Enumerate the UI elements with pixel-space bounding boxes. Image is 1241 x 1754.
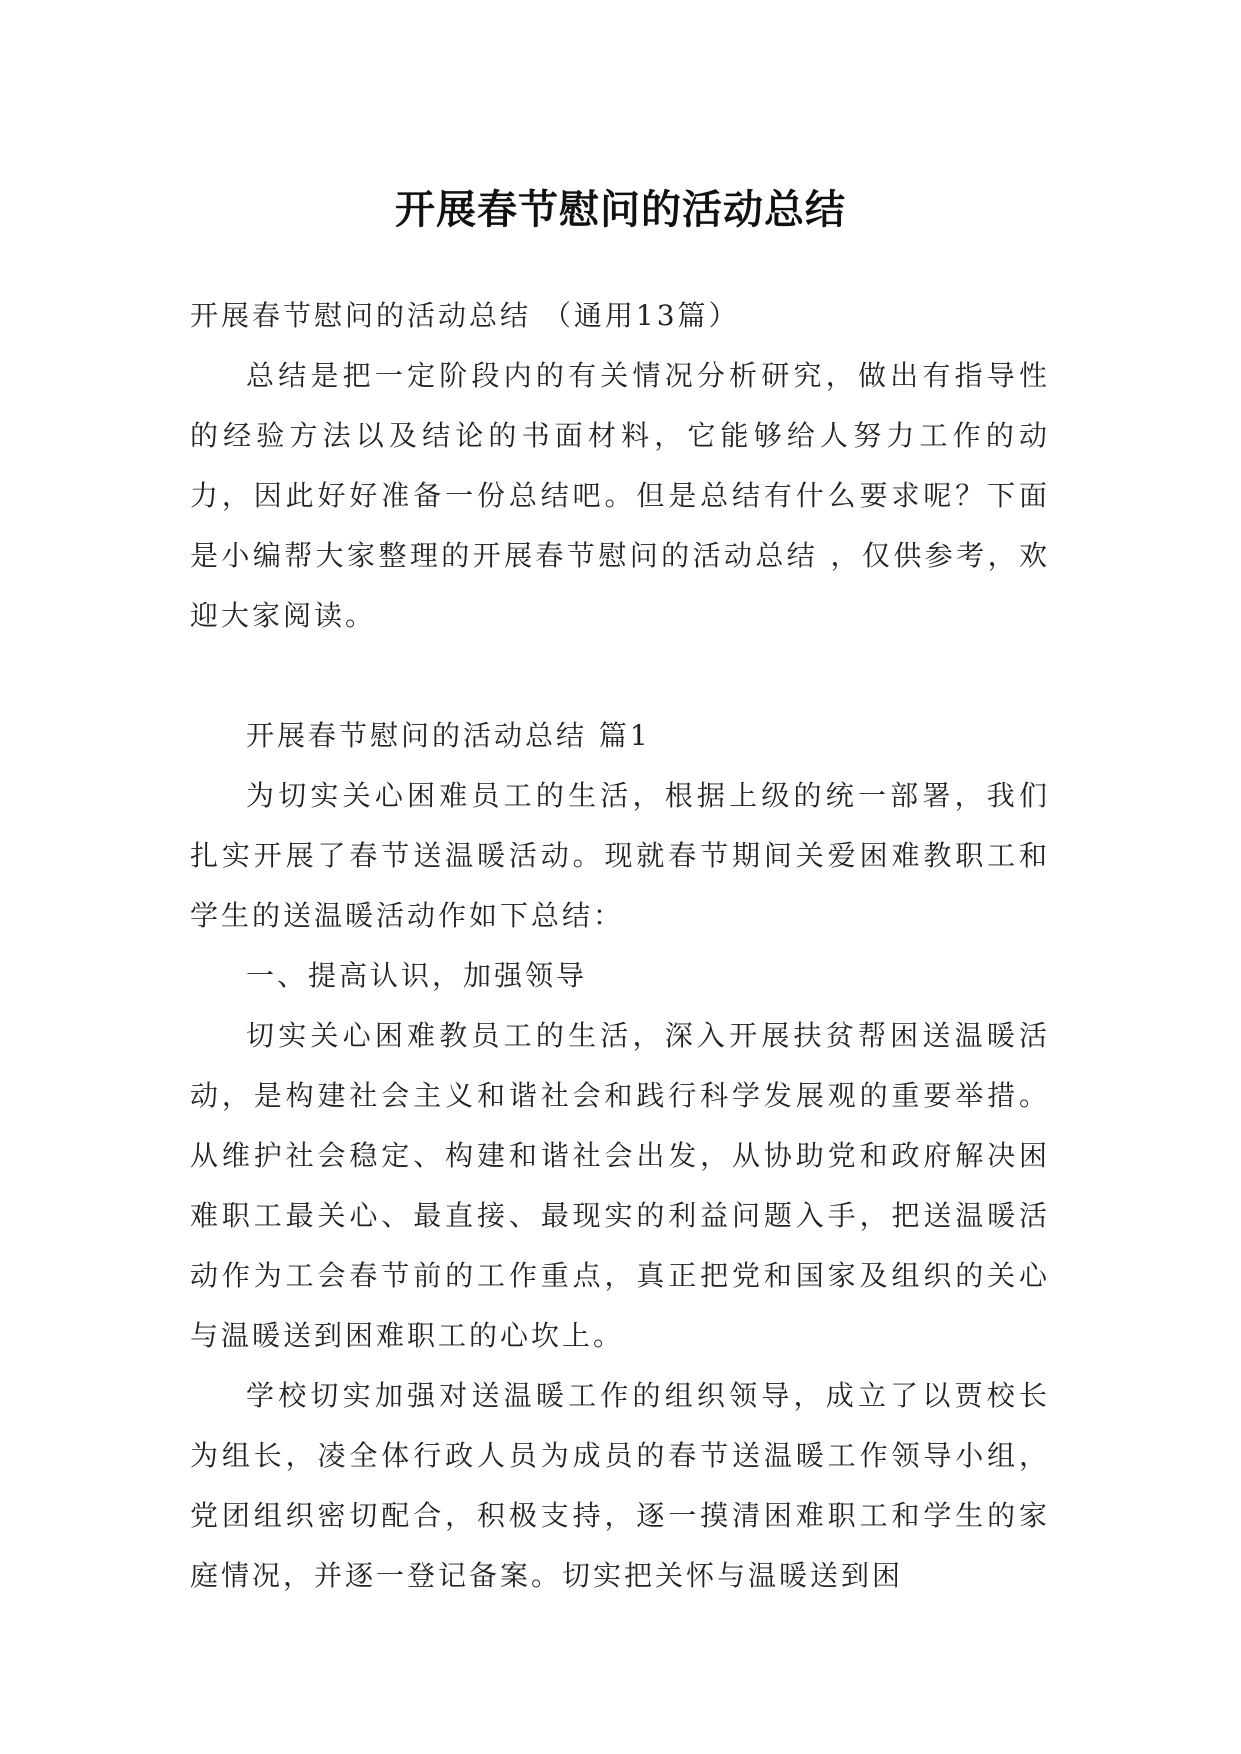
- body-paragraph: 学校切实加强对送温暖工作的组织领导，成立了以贾校长为组长，凌全体行政人员为成员的春节送温暖工作领导小组，党团组织密切配合，积极支持，逐一摸清困难职工和学生的家庭情况，并逐一登记备案。切实把关怀与温暖送到困: [190, 1379, 1050, 1592]
- subheading-paragraph: 一、提高认识，加强领导: [246, 959, 588, 992]
- body-paragraph: 切实关心困难教员工的生活，深入开展扶贫帮困送温暖活动，是构建社会主义和谐社会和践行科学发展观的重要举措。从维护社会稳定、构建和谐社会出发，从协助党和政府解决困难职工最关心、最直接、最现实的利益问题入手，把送温暖活动作为工会春节前的工作重点，真正把党和国家及组织的关心与温暖送到困难职工的心坎上。: [190, 1019, 1050, 1352]
- section-spacer: [190, 646, 1050, 706]
- body-paragraph: 为切实关心困难员工的生活，根据上级的统一部署，我们扎实开展了春节送温暖活动。现就春节期间关爱困难教职工和学生的送温暖活动作如下总结：: [190, 779, 1050, 932]
- document-subtitle: 开展春节慰问的活动总结 （通用13篇）: [190, 299, 740, 332]
- document-body: [190, 286, 1050, 1606]
- document-title: 开展春节慰问的活动总结: [395, 186, 846, 233]
- section-heading: 开展春节慰问的活动总结 篇1: [246, 719, 651, 752]
- intro-paragraph: 总结是把一定阶段内的有关情况分析研究，做出有指导性的经验方法以及结论的书面材料，它能够给人努力工作的动力，因此好好准备一份总结吧。但是总结有什么要求呢？下面是小编帮大家整理的开展春节慰问的活动总结 ，仅供参考，欢迎大家阅读。: [190, 359, 1050, 632]
